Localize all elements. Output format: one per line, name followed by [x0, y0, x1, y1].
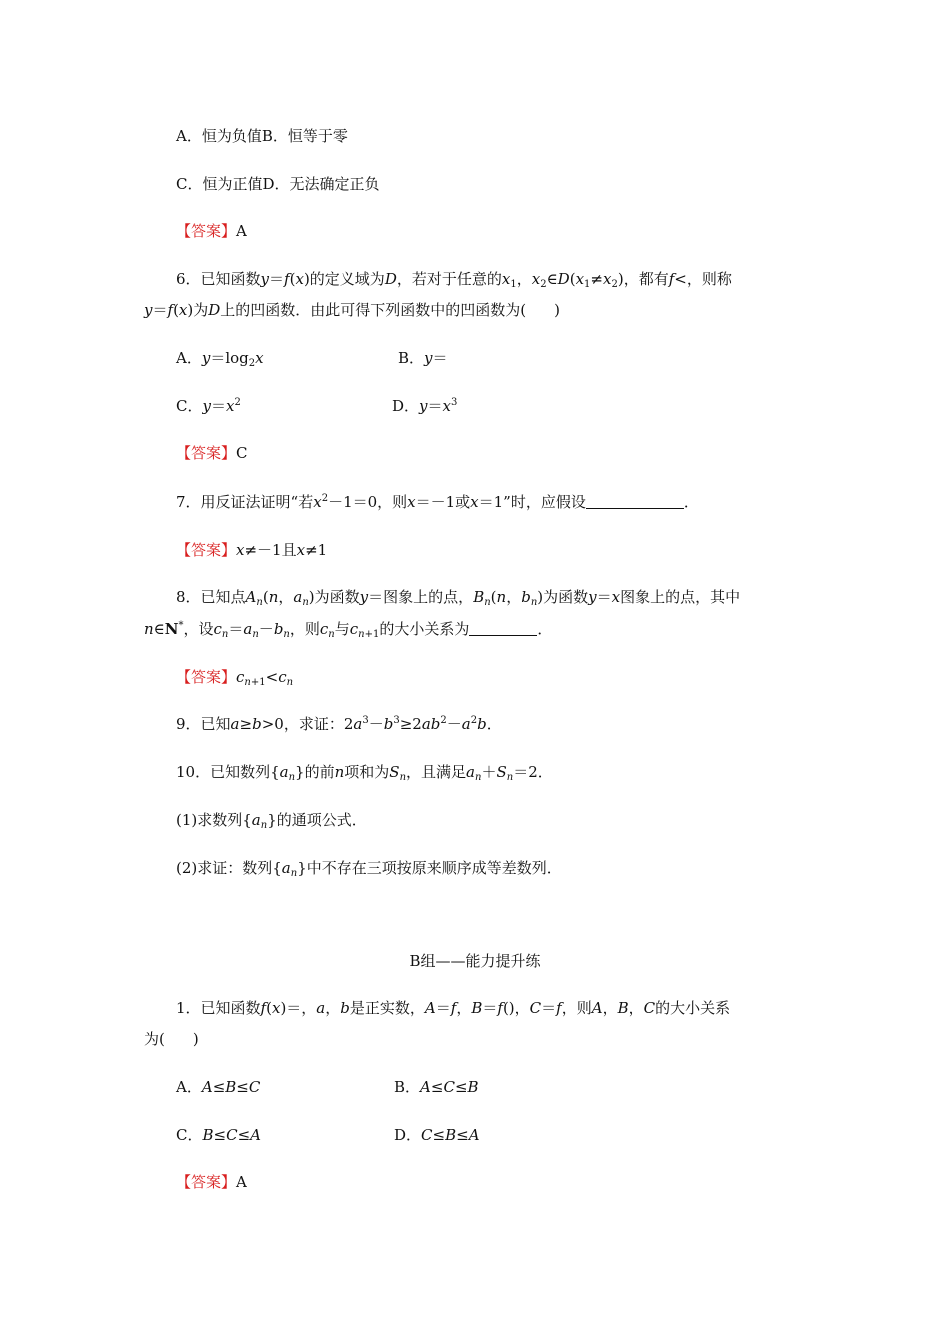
q9-text: 9．已知	[176, 715, 231, 733]
q8-answer: 【答案】$c_{n+1}<c_n$	[176, 668, 294, 688]
b1-text: 1．已知函数	[176, 999, 261, 1017]
q8-text: 与	[334, 620, 350, 638]
q10-text: 的前	[304, 763, 335, 781]
answer-label: 【答案】	[176, 541, 237, 559]
q7-text: ＝－1或	[415, 493, 471, 511]
q8-text: ．	[537, 620, 553, 638]
answer-label: 【答案】	[176, 1173, 237, 1191]
q9-text: ．	[486, 715, 502, 733]
q6-line2: y＝f(x)为D上的凹函数．由此可得下列函数中的凹函数为( )	[144, 301, 561, 319]
b1-option-b-label: B．	[394, 1078, 421, 1096]
q9-question: 9．已知a≥b>0，求证：$2a^3-b^3\ge 2ab^2-a^2b$．	[176, 715, 502, 733]
q7-blank	[586, 494, 684, 509]
q7-text: 7．用反证法证明“若	[176, 493, 314, 511]
q6-option-d: D．$y=x^3$	[392, 397, 458, 415]
b1-text: 的大小关系	[655, 999, 731, 1017]
b1-option-a: A．A≤B≤C	[176, 1078, 261, 1096]
q8-text: 图象上的点，其中	[620, 588, 741, 606]
q10-text: ，且满足	[406, 763, 467, 781]
answer-label: 【答案】	[176, 668, 237, 686]
q10-text: 10．已知数列	[176, 763, 271, 781]
q6-text: ，都有	[623, 270, 669, 288]
q6-answer	[176, 443, 248, 463]
b1-answer-value: A	[236, 1173, 247, 1191]
q10-text: (2)求证：数列	[176, 859, 273, 877]
q5-option-d: D．无法确定正负	[262, 175, 380, 193]
b1-option-c-label: C．	[176, 1126, 203, 1144]
b1-option-b: B．A≤C≤B	[394, 1078, 479, 1096]
b1-option-d-label: D．	[394, 1126, 422, 1144]
q6-option-d-label: D．	[392, 397, 420, 415]
b1-text: 是正实数，	[349, 999, 425, 1017]
q6-text: 上的凹函数．由此可得下列函数中的凹函数为(	[220, 301, 527, 319]
q8-text: ，设	[183, 620, 214, 638]
q9-text: ，求证：	[283, 715, 344, 733]
section-b-title: B组——能力提升练	[409, 952, 541, 970]
b1-text: ，则	[561, 999, 592, 1017]
q6-text: )	[554, 301, 561, 319]
q8-text: ，则	[289, 620, 320, 638]
b1-answer	[176, 1172, 247, 1192]
q6-option-b: B．y＝	[398, 349, 448, 367]
q8-text: 图象上的点，	[383, 588, 474, 606]
q6-text: 6．已知函数	[176, 270, 261, 288]
answer-label: 【答案】	[176, 222, 237, 240]
q8-text: 8．已知点	[176, 588, 246, 606]
q8-line1: 8．已知点$A_n(n$，$a_n$)为函数y＝图象上的点，$B_n(n$，$b_n$)为函数y＝x图象上的点，其中	[176, 588, 741, 608]
q7-text: －1＝0，则	[328, 493, 408, 511]
q10-text: 中不存在三项按原来顺序成等差数列．	[306, 859, 562, 877]
q6-text: ，则称	[686, 270, 732, 288]
q7-text: ．	[683, 493, 699, 511]
q7-text: ＝1”时，应假设	[478, 493, 586, 511]
q8-blank	[469, 621, 537, 636]
b1-option-c: C．B≤C≤A	[176, 1126, 261, 1144]
q10-question: 10．已知数列$\{a_n\}$的前n项和为$S_n$，且满足$a_n+S_n=2$．	[176, 763, 553, 783]
b1-text: )	[192, 1030, 199, 1048]
q10-part2: (2)求证：数列$\{a_n\}$中不存在三项按原来顺序成等差数列．	[176, 859, 562, 879]
q8-line2: n∈N*，设$c_n=a_n-b_n$，则$c_n$与$c_{n+1}$的大小关系为 ．	[144, 620, 553, 640]
q6-line1: 6．已知函数y＝f(x)的定义域为D，若对于任意的$x_1$，$x_2\in D(x_1\ne x_2)$，都有f<，则称	[176, 270, 732, 290]
q8-text: 为函数	[543, 588, 589, 606]
q5-option-c: C．恒为正值	[176, 175, 263, 193]
q5-option-b: B．恒等于零	[261, 127, 348, 145]
q5-answer-value: A	[236, 222, 247, 240]
q5-options-row1	[176, 126, 348, 146]
b1-option-d: D．C≤B≤A	[394, 1126, 480, 1144]
q6-option-c-label: C．	[176, 397, 203, 415]
q10-text: ．	[537, 763, 553, 781]
q10-part1: (1)求数列$\{a_n\}$的通项公式．	[176, 811, 367, 831]
q6-text: 的定义域为	[309, 270, 385, 288]
b1-text: 为(	[144, 1030, 165, 1048]
q6-text: ，若对于任意的	[396, 270, 502, 288]
q10-text: 的通项公式．	[276, 811, 367, 829]
q5-options-row2	[176, 174, 380, 194]
q10-text: 项和为	[344, 763, 390, 781]
q10-text: (1)求数列	[176, 811, 243, 829]
b1-line1: 1．已知函数f(x)＝，a，b是正实数，A＝f，B＝f()，C＝f，则A，B，C的大小关系	[176, 999, 731, 1017]
q6-text: 为	[193, 301, 209, 319]
q8-text: 为函数	[314, 588, 360, 606]
q7-answer-text: ≠－1且	[244, 541, 297, 559]
b1-option-a-label: A．	[176, 1078, 202, 1096]
q6-option-a-label: A．	[176, 349, 202, 367]
q6-option-c: C．$y=x^2$	[176, 397, 241, 415]
q6-option-a: A．$y=\log_2x$	[176, 349, 264, 369]
q7-answer: 【答案】x≠－1且x≠1	[176, 541, 328, 559]
b1-text: ，	[325, 999, 341, 1017]
answer-label: 【答案】	[176, 444, 237, 462]
b1-line2	[144, 1029, 199, 1049]
q7-question: 7．用反证法证明“若$x^2-1=0$，则x＝－1或x＝1”时，应假设 ．	[176, 493, 699, 511]
q7-answer-text: ≠1	[305, 541, 328, 559]
q6-answer-value: C	[236, 444, 248, 462]
q5-answer	[176, 221, 247, 241]
q6-option-b-label: B．	[398, 349, 425, 367]
q5-option-a: A．恒为负值	[176, 127, 262, 145]
q8-text: 的大小关系为	[379, 620, 470, 638]
